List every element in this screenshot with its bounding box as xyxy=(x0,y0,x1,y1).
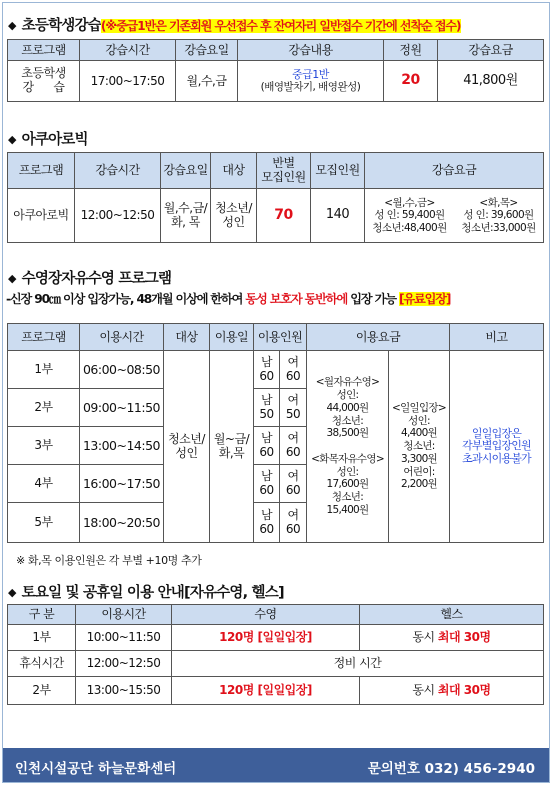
cell-part: 3부 xyxy=(8,427,80,465)
cell-capacity: 20 xyxy=(384,61,438,102)
th-days: 이용일 xyxy=(210,324,254,351)
cell-content: 중급1반 (배영발차기, 배영완성) xyxy=(238,61,384,102)
th-gym: 헬스 xyxy=(360,605,544,625)
cell-female: 여 60 xyxy=(280,503,307,543)
table-row xyxy=(8,351,544,389)
diamond-icon: ◆ xyxy=(8,586,16,599)
th-swim: 수영 xyxy=(172,605,360,625)
cell-time: 06:00~08:50 xyxy=(80,351,164,389)
footer-org: 인천시설공단 하늘문화센터 xyxy=(15,761,177,777)
th-fee: 강습요금 xyxy=(365,153,544,189)
th-part: 구 분 xyxy=(8,605,76,625)
th-fee: 강습요금 xyxy=(438,40,544,61)
th-program: 프로그램 xyxy=(8,324,80,351)
cell-time: 18:00~20:50 xyxy=(80,503,164,543)
cell-male: 남 60 xyxy=(254,465,280,503)
cell-male: 남 50 xyxy=(254,389,280,427)
cell-gym: 동시 최대 30명 xyxy=(360,625,544,651)
cell-time: 09:00~11:50 xyxy=(80,389,164,427)
th-time: 강습시간 xyxy=(80,40,176,61)
th-total: 모집인원 xyxy=(311,153,365,189)
section3-subline: -신장 90㎝ 이상 입장가능, 48개월 이상에 한하여 동성 보호자 동반하에 입장 가능 [유료입장] xyxy=(6,292,451,306)
section1-notice: (※중급1반은 기존회원 우선접수 후 잔여자리 일반접수 기간에 선착순 접수) xyxy=(100,19,461,33)
section2-table xyxy=(7,152,544,243)
cell-time: 17:00~17:50 xyxy=(80,61,176,102)
cell-time: 16:00~17:50 xyxy=(80,465,164,503)
th-time: 이용시간 xyxy=(80,324,164,351)
table-row xyxy=(8,677,544,705)
cell-part: 2부 xyxy=(8,677,76,705)
th-capacity: 정원 xyxy=(384,40,438,61)
cell-days: 월,수,금/ 화, 목 xyxy=(161,189,211,243)
th-time: 이용시간 xyxy=(76,605,172,625)
footer-contact: 문의번호 032) 456-2940 xyxy=(367,761,535,777)
cell-fee-monthly: <월자유수영> 성인: 44,000원 청소년: 38,500원 <화목자유수영> 성인: 17,600원 청소년: 15,400원 xyxy=(307,351,389,543)
cell-per-class: 70 xyxy=(257,189,311,243)
table-row xyxy=(8,651,544,677)
cell-part: 휴식시간 xyxy=(8,651,76,677)
cell-male: 남 60 xyxy=(254,427,280,465)
cell-female: 여 50 xyxy=(280,389,307,427)
section1-table xyxy=(7,39,544,102)
cell-merged: 정비 시간 xyxy=(172,651,544,677)
diamond-icon: ◆ xyxy=(8,272,16,285)
th-remark: 비고 xyxy=(450,324,544,351)
section1-title: ◆ 초등학생강습(※중급1반은 기존회원 우선접수 후 잔여자리 일반접수 기간에 선착순 접수) xyxy=(8,18,461,34)
th-target: 대상 xyxy=(164,324,210,351)
th-days: 강습요일 xyxy=(161,153,211,189)
cell-male: 남 60 xyxy=(254,503,280,543)
cell-time: 10:00~11:50 xyxy=(76,625,172,651)
cell-male: 남 60 xyxy=(254,351,280,389)
cell-program: 아쿠아로빅 xyxy=(8,189,75,243)
cell-swim: 120명 [일일입장] xyxy=(172,625,360,651)
cell-program: 초등학생 강 습 xyxy=(8,61,80,102)
cell-part: 5부 xyxy=(8,503,80,543)
cell-part: 1부 xyxy=(8,625,76,651)
footer-bar xyxy=(3,748,549,782)
cell-target: 청소년/ 성인 xyxy=(164,351,210,543)
section4-table xyxy=(7,604,544,705)
diamond-icon: ◆ xyxy=(8,19,16,32)
cell-fee-daily: <일일입장> 성인: 4,400원 청소년: 3,300원 어린이: 2,200원 xyxy=(389,351,450,543)
cell-female: 여 60 xyxy=(280,427,307,465)
th-days: 강습요일 xyxy=(176,40,238,61)
th-time: 강습시간 xyxy=(75,153,161,189)
cell-part: 1부 xyxy=(8,351,80,389)
section3-table xyxy=(7,323,544,543)
cell-time: 12:00~12:50 xyxy=(76,651,172,677)
cell-fee: <월,수,금> 성 인: 59,400원 청소년:48,400원 <화,목> 성 인: 39,600원 청소년:33,000원 xyxy=(365,189,544,243)
table-row xyxy=(8,625,544,651)
cell-fee: 41,800원 xyxy=(438,61,544,102)
th-per-class: 반별 모집인원 xyxy=(257,153,311,189)
cell-days: 월,수,금 xyxy=(176,61,238,102)
cell-part: 2부 xyxy=(8,389,80,427)
cell-time: 13:00~15:50 xyxy=(76,677,172,705)
cell-female: 여 60 xyxy=(280,351,307,389)
cell-time: 12:00~12:50 xyxy=(75,189,161,243)
th-program: 프로그램 xyxy=(8,40,80,61)
section3-note: ※ 화,목 이용인원은 각 부별 +10명 추가 xyxy=(16,554,202,567)
th-fee: 이용요금 xyxy=(307,324,450,351)
section2-title: ◆ 아쿠아로빅 xyxy=(8,132,88,148)
section3-title: ◆ 수영장자유수영 프로그램 xyxy=(8,271,172,287)
cell-swim: 120명 [일일입장] xyxy=(172,677,360,705)
cell-time: 13:00~14:50 xyxy=(80,427,164,465)
cell-total: 140 xyxy=(311,189,365,243)
cell-part: 4부 xyxy=(8,465,80,503)
th-capacity: 이용인원 xyxy=(254,324,307,351)
cell-female: 여 60 xyxy=(280,465,307,503)
th-target: 대상 xyxy=(211,153,257,189)
cell-days: 월~금/ 화,목 xyxy=(210,351,254,543)
th-program: 프로그램 xyxy=(8,153,75,189)
diamond-icon: ◆ xyxy=(8,133,16,146)
cell-target: 청소년/ 성인 xyxy=(211,189,257,243)
th-content: 강습내용 xyxy=(238,40,384,61)
cell-remark: 일일입장은 각부별입장인원 초과시이용불가 xyxy=(450,351,544,543)
cell-gym: 동시 최대 30명 xyxy=(360,677,544,705)
section4-title: ◆ 토요일 및 공휴일 이용 안내[자유수영, 헬스] xyxy=(8,585,284,601)
